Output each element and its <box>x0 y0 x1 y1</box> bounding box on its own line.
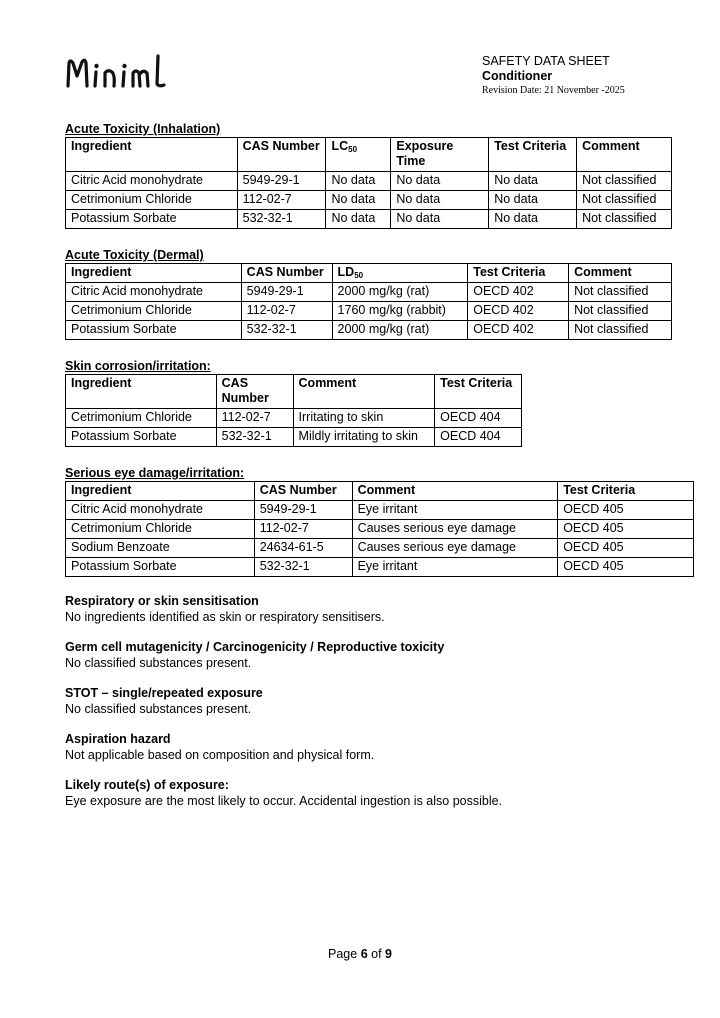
cell: 532-32-1 <box>237 210 326 229</box>
cell: Sodium Benzoate <box>66 539 255 558</box>
col-comment: Comment <box>293 375 435 409</box>
inhalation-table <box>65 137 672 229</box>
table-row <box>66 283 672 302</box>
section-title-dermal: Acute Toxicity (Dermal) <box>65 248 204 262</box>
cell: OECD 402 <box>468 302 569 321</box>
col-ingredient: Ingredient <box>66 482 255 501</box>
cell: Citric Acid monohydrate <box>66 283 242 302</box>
cell: No data <box>489 210 577 229</box>
cell: Cetrimonium Chloride <box>66 520 255 539</box>
section-title-eye: Serious eye damage/irritation: <box>65 466 245 480</box>
cell: 112-02-7 <box>254 520 352 539</box>
col-test-criteria: Test Criteria <box>489 138 577 172</box>
cell: OECD 402 <box>468 321 569 340</box>
section-text: Eye exposure are the most likely to occur. Accidental ingestion is also possible. <box>65 794 503 808</box>
cell: Causes serious eye damage <box>352 520 558 539</box>
col-test-criteria: Test Criteria <box>435 375 522 409</box>
section-text: Not applicable based on composition and physical form. <box>65 748 375 762</box>
col-ingredient: Ingredient <box>66 375 217 409</box>
col-cas: CAS Number <box>216 375 293 409</box>
cell: No data <box>391 210 489 229</box>
brand-logo-graphic <box>64 50 174 92</box>
table-header-row <box>66 138 672 172</box>
col-lc50: $LC_{50}$ <box>326 138 391 172</box>
section-text: No ingredients identified as skin or respiratory sensitisers. <box>65 610 385 624</box>
cell: OECD 404 <box>435 409 522 428</box>
of-label: of <box>371 947 382 961</box>
eye-table <box>65 481 694 577</box>
col-cas: CAS Number <box>241 264 332 283</box>
cell: 5949-29-1 <box>254 501 352 520</box>
table-row <box>66 191 672 210</box>
cell: 112-02-7 <box>216 409 293 428</box>
dermal-table <box>65 263 672 340</box>
cell: OECD 404 <box>435 428 522 447</box>
cell: Citric Acid monohydrate <box>66 172 238 191</box>
table-row <box>66 302 672 321</box>
cell: No data <box>326 172 391 191</box>
col-comment: Comment <box>569 264 672 283</box>
cell: OECD 405 <box>558 558 694 577</box>
cell: 2000 mg/kg (rat) <box>332 321 468 340</box>
col-comment: Comment <box>352 482 558 501</box>
col-test-criteria: Test Criteria <box>468 264 569 283</box>
section-title-skin: Skin corrosion/irritation: <box>65 359 211 373</box>
page-total: 9 <box>385 947 392 961</box>
cell: Potassium Sorbate <box>66 210 238 229</box>
col-ingredient: Ingredient <box>66 264 242 283</box>
cell: 5949-29-1 <box>241 283 332 302</box>
table-header-row <box>66 264 672 283</box>
cell: Irritating to skin <box>293 409 435 428</box>
table-row <box>66 210 672 229</box>
cell: Potassium Sorbate <box>66 428 217 447</box>
table-row <box>66 501 694 520</box>
table-header-row <box>66 482 694 501</box>
col-cas: CAS Number <box>254 482 352 501</box>
cell: OECD 405 <box>558 539 694 558</box>
cell: Mildly irritating to skin <box>293 428 435 447</box>
document-header <box>482 54 702 98</box>
cell: No data <box>489 172 577 191</box>
cell: OECD 402 <box>468 283 569 302</box>
cell: Cetrimonium Chloride <box>66 302 242 321</box>
cell: No data <box>391 172 489 191</box>
table-row <box>66 428 522 447</box>
page-content <box>65 122 705 809</box>
cell: 112-02-7 <box>241 302 332 321</box>
cell: Not classified <box>577 191 672 210</box>
cell: Not classified <box>569 302 672 321</box>
cell: No data <box>391 191 489 210</box>
cell: No data <box>489 191 577 210</box>
cell: Cetrimonium Chloride <box>66 409 217 428</box>
cell: Not classified <box>577 210 672 229</box>
col-cas: CAS Number <box>237 138 326 172</box>
section-title: Likely route(s) of exposure: <box>65 778 229 792</box>
cell: 532-32-1 <box>241 321 332 340</box>
skin-table <box>65 374 522 447</box>
section-title: STOT – single/repeated exposure <box>65 686 263 700</box>
section-aspiration <box>65 731 705 763</box>
cell: Not classified <box>569 321 672 340</box>
cell: Causes serious eye damage <box>352 539 558 558</box>
section-sensitisation <box>65 593 705 625</box>
cell: Potassium Sorbate <box>66 321 242 340</box>
table-row <box>66 321 672 340</box>
table-row <box>66 172 672 191</box>
page-number: 6 <box>360 947 368 961</box>
section-title: Aspiration hazard <box>65 732 171 746</box>
table-header-row <box>66 375 522 409</box>
revision-date: Revision Date: 21 November -2025 <box>482 85 625 96</box>
cell: No data <box>326 210 391 229</box>
cell: Potassium Sorbate <box>66 558 255 577</box>
cell: Eye irritant <box>352 558 558 577</box>
cell: 24634-61-5 <box>254 539 352 558</box>
cell: 532-32-1 <box>216 428 293 447</box>
col-exposure-time: Exposure Time <box>391 138 489 172</box>
cell: Not classified <box>569 283 672 302</box>
table-row <box>66 539 694 558</box>
brand-logo <box>64 50 174 97</box>
section-title-inhalation: Acute Toxicity (Inhalation) <box>65 122 221 136</box>
section-text: No classified substances present. <box>65 702 252 716</box>
cell: Eye irritant <box>352 501 558 520</box>
table-row <box>66 520 694 539</box>
table-row <box>66 409 522 428</box>
table-row <box>66 558 694 577</box>
cell: 1760 mg/kg (rabbit) <box>332 302 468 321</box>
section-title: Germ cell mutagenicity / Carcinogenicity / Reproductive toxicity <box>65 640 445 654</box>
cell: Citric Acid monohydrate <box>66 501 255 520</box>
page-footer <box>0 947 720 961</box>
cell: 112-02-7 <box>237 191 326 210</box>
cell: Cetrimonium Chloride <box>66 191 238 210</box>
section-text: No classified substances present. <box>65 656 252 670</box>
cell: 532-32-1 <box>254 558 352 577</box>
col-test-criteria: Test Criteria <box>558 482 694 501</box>
section-stot <box>65 685 705 717</box>
cell: No data <box>326 191 391 210</box>
section-exposure-routes <box>65 777 705 809</box>
cell: 2000 mg/kg (rat) <box>332 283 468 302</box>
cell: OECD 405 <box>558 501 694 520</box>
section-mutagenicity <box>65 639 705 671</box>
col-comment: Comment <box>577 138 672 172</box>
section-title: Respiratory or skin sensitisation <box>65 594 259 608</box>
col-ld50: $LD_{50}$ <box>332 264 468 283</box>
cell: OECD 405 <box>558 520 694 539</box>
product-name: Conditioner <box>482 69 553 83</box>
doc-type: SAFETY DATA SHEET <box>482 54 610 68</box>
cell: 5949-29-1 <box>237 172 326 191</box>
page-label: Page <box>328 947 358 961</box>
cell: Not classified <box>577 172 672 191</box>
col-ingredient: Ingredient <box>66 138 238 172</box>
